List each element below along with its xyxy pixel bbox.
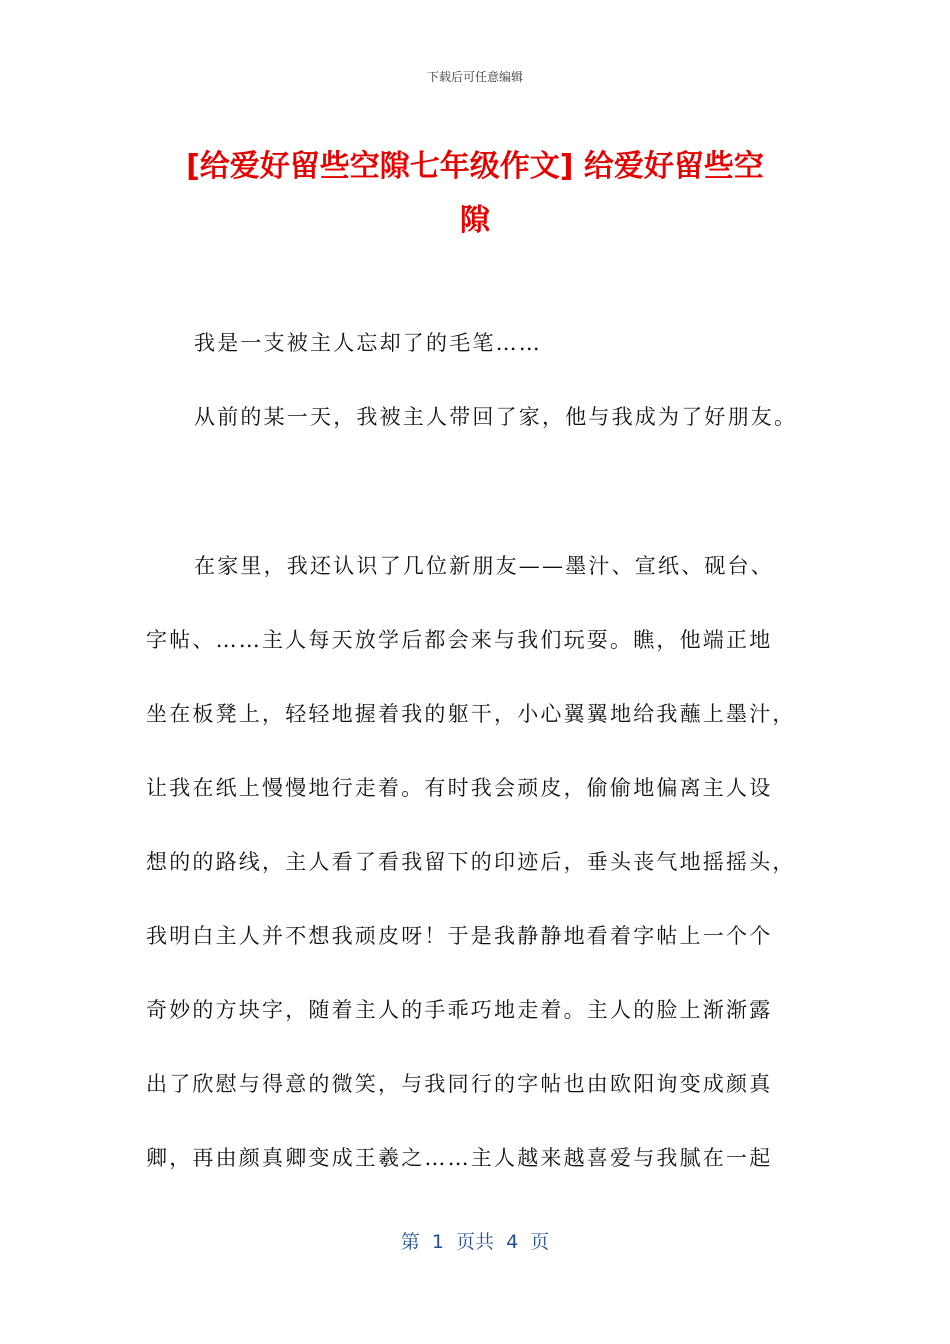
title-line-1: [给爱好留些空隙七年级作文] 给爱好留些空 xyxy=(186,149,764,184)
document-title xyxy=(140,140,810,248)
paragraph-line: 从前的某一天，我被主人带回了家，他与我成为了好朋友。 xyxy=(194,405,798,429)
title-line-2: 隙 xyxy=(460,203,490,238)
page-number-footer: 第 1 页共 4 页 xyxy=(400,1231,550,1253)
paragraph-line: 字帖、……主人每天放学后都会来与我们玩耍。瞧，他端正地 xyxy=(146,628,773,652)
paragraph-line: 我明白主人并不想我顽皮呀！于是我静静地看着字帖上一个个 xyxy=(146,924,773,948)
paragraph-line: 我是一支被主人忘却了的毛笔…… xyxy=(194,331,542,355)
paragraph-line: 在家里，我还认识了几位新朋友——墨汁、宣纸、砚台、 xyxy=(194,554,774,578)
paragraph-line: 让我在纸上慢慢地行走着。有时我会顽皮，偷偷地偏离主人设 xyxy=(146,776,773,800)
paragraph-line: 坐在板凳上，轻轻地握着我的躯干，小心翼翼地给我蘸上墨汁， xyxy=(146,702,796,726)
paragraph-line: 卿，再由颜真卿变成王羲之……主人越来越喜爱与我腻在一起 xyxy=(146,1146,773,1170)
paragraph-line: 想的的路线，主人看了看我留下的印迹后，垂头丧气地摇摇头， xyxy=(146,850,796,874)
header-note: 下载后可任意编辑 xyxy=(426,70,523,84)
paragraph-line: 出了欣慰与得意的微笑，与我同行的字帖也由欧阳询变成颜真 xyxy=(146,1072,773,1096)
paragraph-line: 奇妙的方块字，随着主人的手乖巧地走着。主人的脸上渐渐露 xyxy=(146,998,773,1022)
paragraph-3 xyxy=(146,554,826,1220)
paragraph-1 xyxy=(146,331,826,405)
paragraph-2 xyxy=(146,405,826,479)
